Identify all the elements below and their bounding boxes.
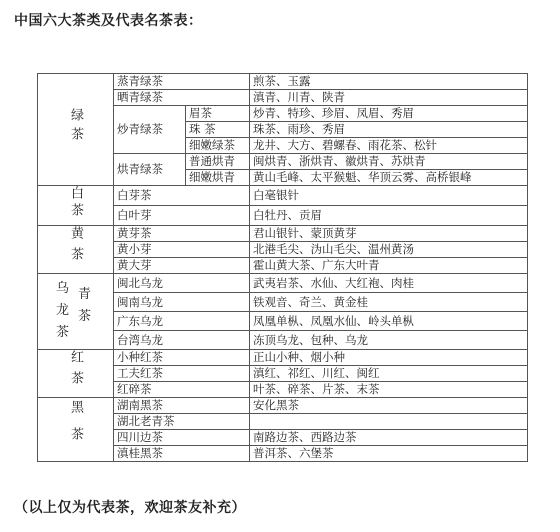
subcategory-cell: 晒青绿茶	[114, 90, 250, 106]
tea-list-cell: 正山小种、烟小种	[250, 350, 528, 366]
subcategory-cell: 小种红茶	[114, 350, 250, 366]
category-red: 红茶	[38, 350, 114, 398]
subcategory-cell: 闽北乌龙	[114, 274, 250, 293]
subcategory-cell: 滇桂黑茶	[114, 446, 250, 462]
subcategory-cell: 黄小芽	[114, 242, 250, 258]
table-row	[38, 350, 528, 366]
subcategory-cell: 黄芽茶	[114, 226, 250, 242]
tea-list-cell: 安化黑茶	[250, 398, 528, 414]
oolong-label-long: 龙	[56, 303, 70, 318]
tea-list-cell: 普洱茶、六堡茶	[250, 446, 528, 462]
subcategory-cell: 广东乌龙	[114, 312, 250, 331]
oolong-label-wu: 乌	[56, 281, 70, 296]
category-white: 白茶	[38, 186, 114, 226]
oolong-label-cha2: 茶	[78, 309, 92, 324]
tea-list-cell: 白毫银针	[250, 186, 528, 206]
tea-list-cell: 白牡丹、贡眉	[250, 206, 528, 226]
category-yellow: 黄茶	[38, 226, 114, 274]
tea-list-cell: 冻顶乌龙、包种、乌龙	[250, 331, 528, 350]
tea-list-cell: 君山银针、蒙顶黄芽	[250, 226, 528, 242]
tea-table	[37, 73, 528, 462]
subcategory-cell: 红碎茶	[114, 382, 250, 398]
oolong-label-cha: 茶	[56, 325, 70, 340]
subcategory-cell: 四川边茶	[114, 430, 250, 446]
subcategory-cell: 工夫红茶	[114, 366, 250, 382]
subcategory-cell: 湖北老青茶	[114, 414, 250, 430]
tea-list-cell: 霍山黄大茶、广东大叶青	[250, 258, 528, 274]
table-row	[38, 74, 528, 90]
tea-list-cell: 黄山毛峰、太平猴魁、华顶云雾、高桥银峰	[250, 170, 528, 186]
tea-list-cell: 闽烘青、浙烘青、徽烘青、苏烘青	[250, 154, 528, 170]
tea-list-cell: 南路边茶、西路边茶	[250, 430, 528, 446]
oolong-label-qing: 青	[78, 287, 92, 302]
detail-cell: 细嫩绿茶	[186, 138, 250, 154]
tea-list-cell: 铁观音、奇兰、黄金桂	[250, 293, 528, 312]
page-title: 中国六大茶类及代表名茶表：	[14, 13, 203, 29]
table-row	[38, 274, 528, 293]
subcategory-cell: 湖南黑茶	[114, 398, 250, 414]
tea-list-cell: 武夷岩茶、水仙、大红袍、肉桂	[250, 274, 528, 293]
subcategory-cell: 白芽茶	[114, 186, 250, 206]
category-oolong	[38, 274, 114, 350]
detail-cell: 珠 茶	[186, 122, 250, 138]
subcategory-cell: 蒸青绿茶	[114, 74, 250, 90]
table-row	[38, 398, 528, 414]
tea-list-cell: 滇青、川青、陕青	[250, 90, 528, 106]
subcategory-cell: 白叶芽	[114, 206, 250, 226]
tea-list-cell: 煎茶、玉露	[250, 74, 528, 90]
tea-list-cell: 炒青、特珍、珍眉、凤眉、秀眉	[250, 106, 528, 122]
detail-cell: 普通烘青	[186, 154, 250, 170]
subcategory-cell: 闽南乌龙	[114, 293, 250, 312]
tea-list-cell: 龙井、大方、碧螺春、雨花茶、松针	[250, 138, 528, 154]
subcategory-cell: 烘青绿茶	[114, 154, 186, 186]
category-black: 黑茶	[38, 398, 114, 462]
subcategory-cell: 台湾乌龙	[114, 331, 250, 350]
detail-cell: 细嫩烘青	[186, 170, 250, 186]
table-row	[38, 226, 528, 242]
tea-list-cell: 北港毛尖、沩山毛尖、温州黄汤	[250, 242, 528, 258]
tea-list-cell: 滇红、祁红、川红、闽红	[250, 366, 528, 382]
subcategory-cell: 黄大芽	[114, 258, 250, 274]
tea-list-cell	[250, 414, 528, 430]
table-row	[38, 186, 528, 206]
detail-cell: 眉茶	[186, 106, 250, 122]
tea-list-cell: 凤凰单枞、凤凰水仙、岭头单枞	[250, 312, 528, 331]
category-green: 绿茶	[38, 74, 114, 186]
footnote: （以上仅为代表茶，欢迎茶友补充）	[14, 500, 246, 516]
tea-list-cell: 叶茶、碎茶、片茶、末茶	[250, 382, 528, 398]
tea-list-cell: 珠茶、雨珍、秀眉	[250, 122, 528, 138]
subcategory-cell: 炒青绿茶	[114, 106, 186, 154]
